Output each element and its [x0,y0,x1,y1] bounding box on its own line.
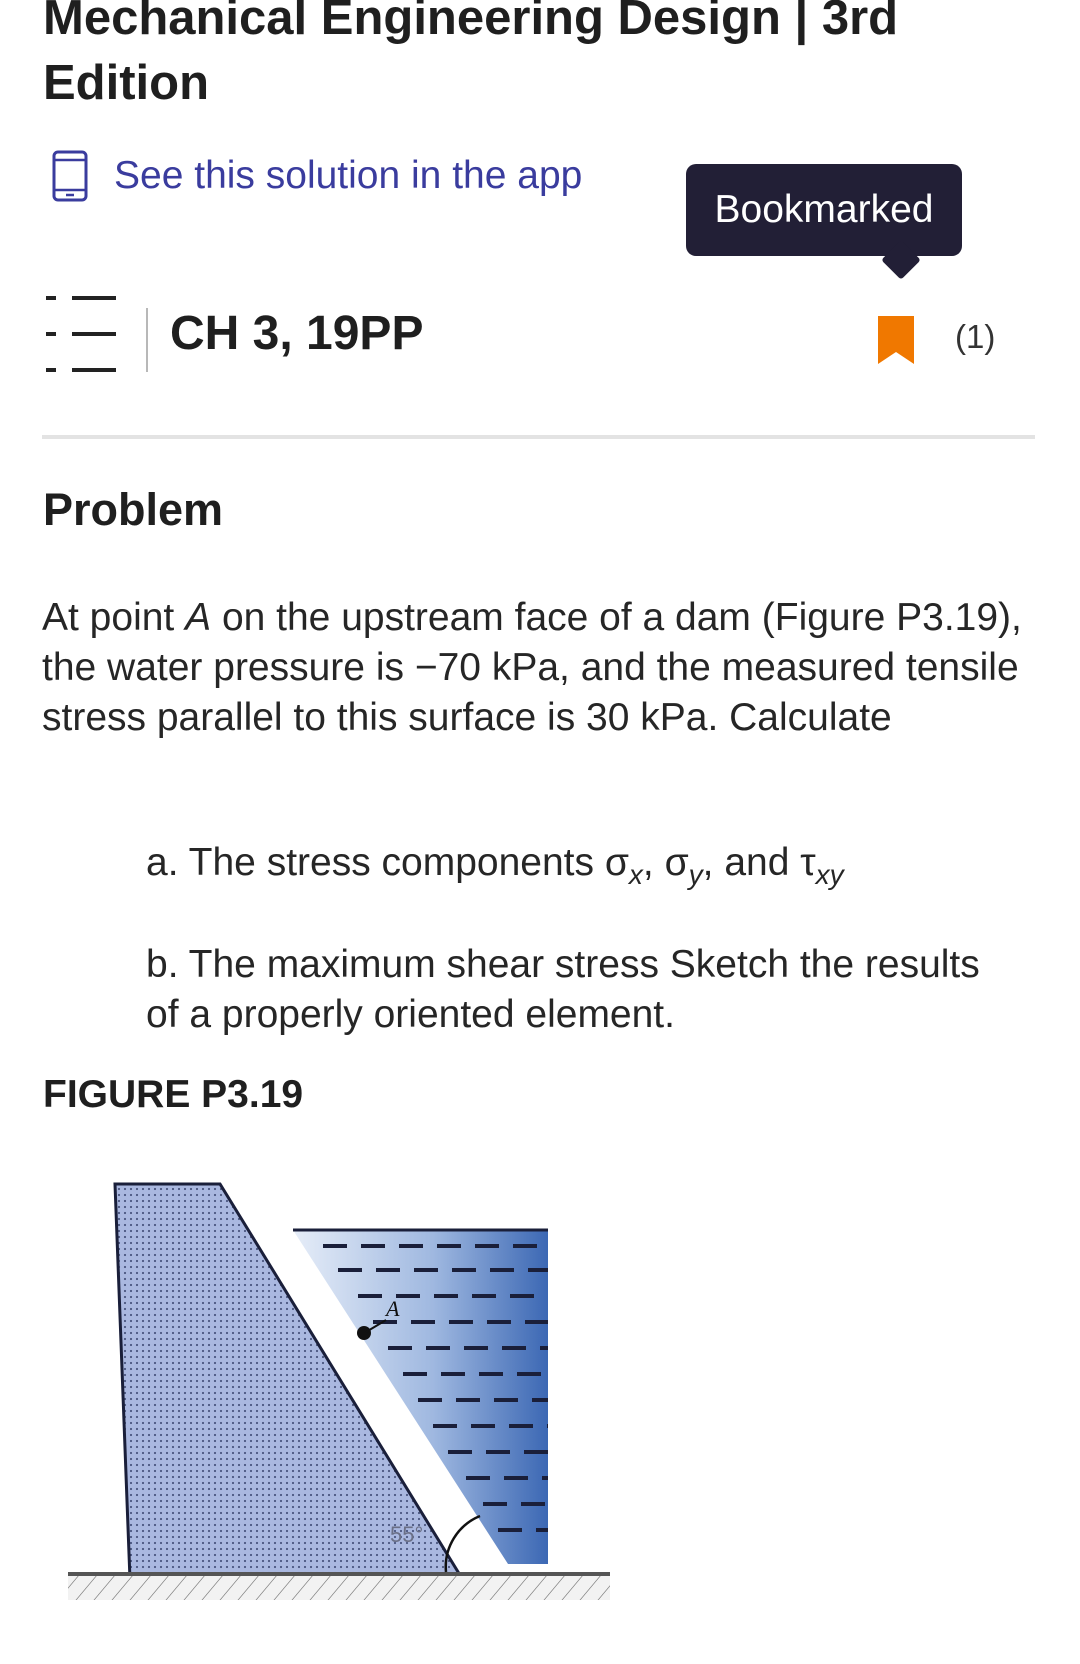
bookmark-icon[interactable] [878,316,914,364]
figure-point-label: A [386,1296,400,1321]
dam-figure [68,1180,648,1600]
see-in-app-label: See this solution in the app [114,154,583,197]
bookmarked-tooltip: Bookmarked [686,164,962,256]
section-divider [42,435,1035,439]
part-b: b. The maximum shear stress Sketch the results of a properly oriented element. [146,942,980,1036]
see-in-app-link[interactable] [52,150,582,202]
bookmark-count: (1) [955,318,996,355]
point-a-marker [357,1326,371,1340]
problem-parts-list [146,838,1006,1040]
angle-label: 55° [390,1522,424,1547]
book-title: Mechanical Engineering Design | 3rd Edition [43,0,899,110]
ground [68,1576,610,1600]
phone-icon [52,150,88,202]
point-a-label: A [185,596,212,639]
problem-heading: Problem [43,484,224,535]
table-of-contents-icon[interactable] [44,294,120,376]
part-a: a. The stress components $\sigma_x$, $\sigma_y$, and $\tau_{xy}$ [146,841,844,890]
chapter-problem-id: CH 3, 19PP [170,307,424,360]
figure-label: FIGURE P3.19 [43,1073,304,1116]
problem-text: At point A on the upstream face of a dam (Figure P3.19), the water pressure is −70 kPa, and the measured tensile stress parallel to this surface is 30 kPa. Calculate [42,596,1022,739]
header-divider [146,308,148,372]
